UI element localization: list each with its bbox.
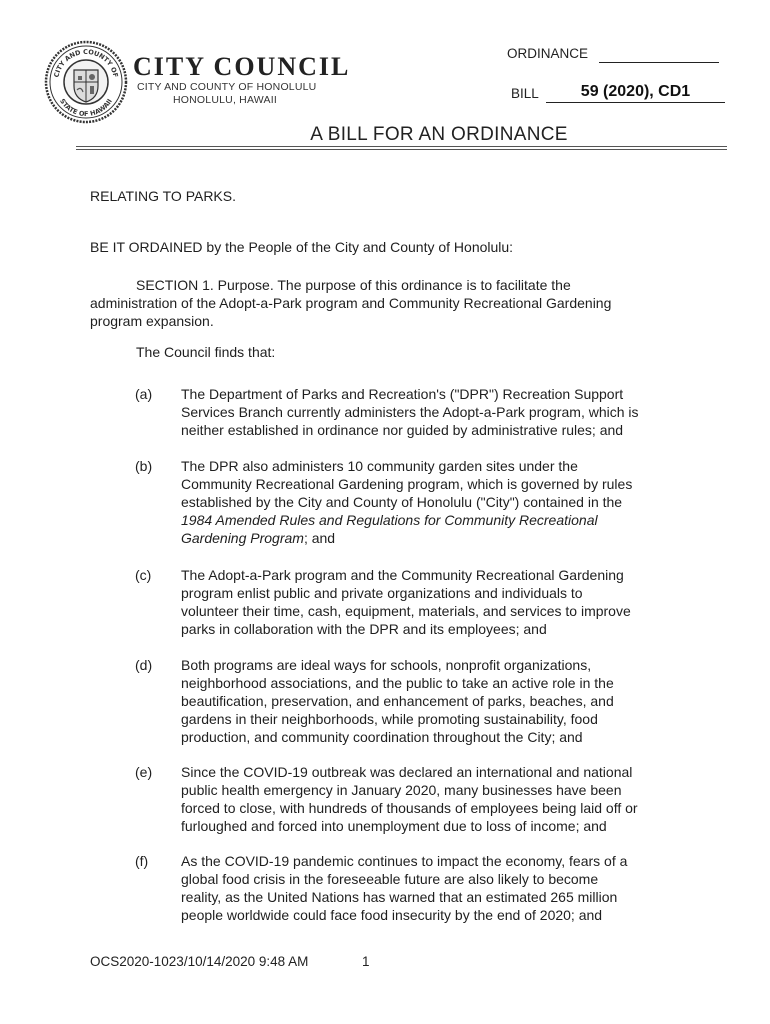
section-1-line: program expansion. [90,313,214,329]
finding-a-text [181,385,681,439]
svg-text:CITY AND COUNTY OF: CITY AND COUNTY OF [52,47,120,79]
finding-letter: (d) [135,657,153,673]
rules-title-italic: 1984 Amended Rules and Regulations for Community Recreational [181,512,598,528]
finding-letter: (e) [135,764,153,780]
finding-letter: (a) [135,386,153,402]
heading-divider [76,146,727,147]
heading-divider-double [76,149,727,150]
finding-line: Both programs are ideal ways for schools, nonprofit organizations, [181,657,592,673]
ordinance-label: ORDINANCE [507,46,589,61]
svg-text:STATE OF HAWAII: STATE OF HAWAII [58,97,114,119]
finding-line: global food crisis in the foreseeable future are also likely to become [181,871,599,887]
section-1-line: SECTION 1. Purpose. The purpose of this ordinance is to facilitate the [136,277,571,293]
finding-letter: (c) [135,567,152,583]
finding-line: neighborhood associations, and the public to take an active role in the [181,675,614,691]
finding-line [181,511,681,529]
finding-line: forced to close, with hundreds of thousands of employees being laid off or [181,800,638,816]
finding-f-text [181,852,681,924]
finding-line: production, and community coordination throughout the City; and [181,729,583,745]
finding-line: The Adopt-a-Park program and the Community Recreational Gardening [181,567,624,583]
finding-line: furloughed and forced into unemployment due to loss of income; and [181,818,607,834]
finding-line: neither established in ordinance nor guided by administrative rules; and [181,422,624,438]
document-id: OCS2020-1023/10/14/2020 9:48 AM [90,954,309,969]
ordinance-number-blank [599,62,719,63]
finding-line [181,529,681,547]
finding-line: parks in collaboration with the DPR and its employees; and [181,621,547,637]
council-title: CITY COUNCIL [133,52,351,81]
council-subtitle-line2: HONOLULU, HAWAII [173,94,277,106]
finding-b-text [181,457,681,547]
rules-title-italic: Gardening Program [181,530,304,546]
relating-line: RELATING TO PARKS. [90,188,237,204]
page-number: 1 [362,954,370,969]
finding-line: The Department of Parks and Recreation's ("DPR") Recreation Support [181,386,624,402]
finding-letter: (b) [135,458,153,474]
finding-e-text [181,763,681,835]
findings-intro: The Council finds that: [136,344,276,360]
city-seal-logo [44,40,128,124]
finding-line: public health emergency in January 2020, many businesses have been [181,782,622,798]
section-1-line: administration of the Adopt-a-Park program and Community Recreational Gardening [90,295,612,311]
finding-line: gardens in their neighborhoods, while promoting sustainability, food [181,711,598,727]
enacting-clause: BE IT ORDAINED by the People of the City and County of Honolulu: [90,239,514,255]
document-heading: A BILL FOR AN ORDINANCE [310,124,568,145]
council-subtitle-line1: CITY AND COUNTY OF HONOLULU [137,81,317,93]
finding-line: Since the COVID-19 outbreak was declared an international and national [181,764,633,780]
finding-line: As the COVID-19 pandemic continues to impact the economy, fears of a [181,853,628,869]
finding-line: beautification, preservation, and enhancement of parks, beaches, and [181,693,614,709]
finding-line: program enlist public and private organizations and individuals to [181,585,583,601]
finding-line: Community Recreational Gardening program, which is governed by rules [181,476,633,492]
finding-line: people worldwide could face food insecurity by the end of 2020; and [181,907,603,923]
finding-line: The DPR also administers 10 community garden sites under the [181,458,578,474]
section-1-purpose [90,276,710,330]
finding-line-end: ; and [303,530,336,546]
finding-letter: (f) [135,853,149,869]
finding-line: reality, as the United Nations has warned that an estimated 265 million [181,889,618,905]
finding-line: established by the City and County of Honolulu ("City") contained in the [181,494,623,510]
finding-line: volunteer their time, cash, equipment, materials, and services to improve [181,603,631,619]
bill-label: BILL [511,86,539,101]
finding-line: Services Branch currently administers the Adopt-a-Park program, which is [181,404,639,420]
finding-c-text [181,566,681,638]
finding-d-text [181,656,681,746]
bill-number: 59 (2020), CD1 [546,83,725,103]
